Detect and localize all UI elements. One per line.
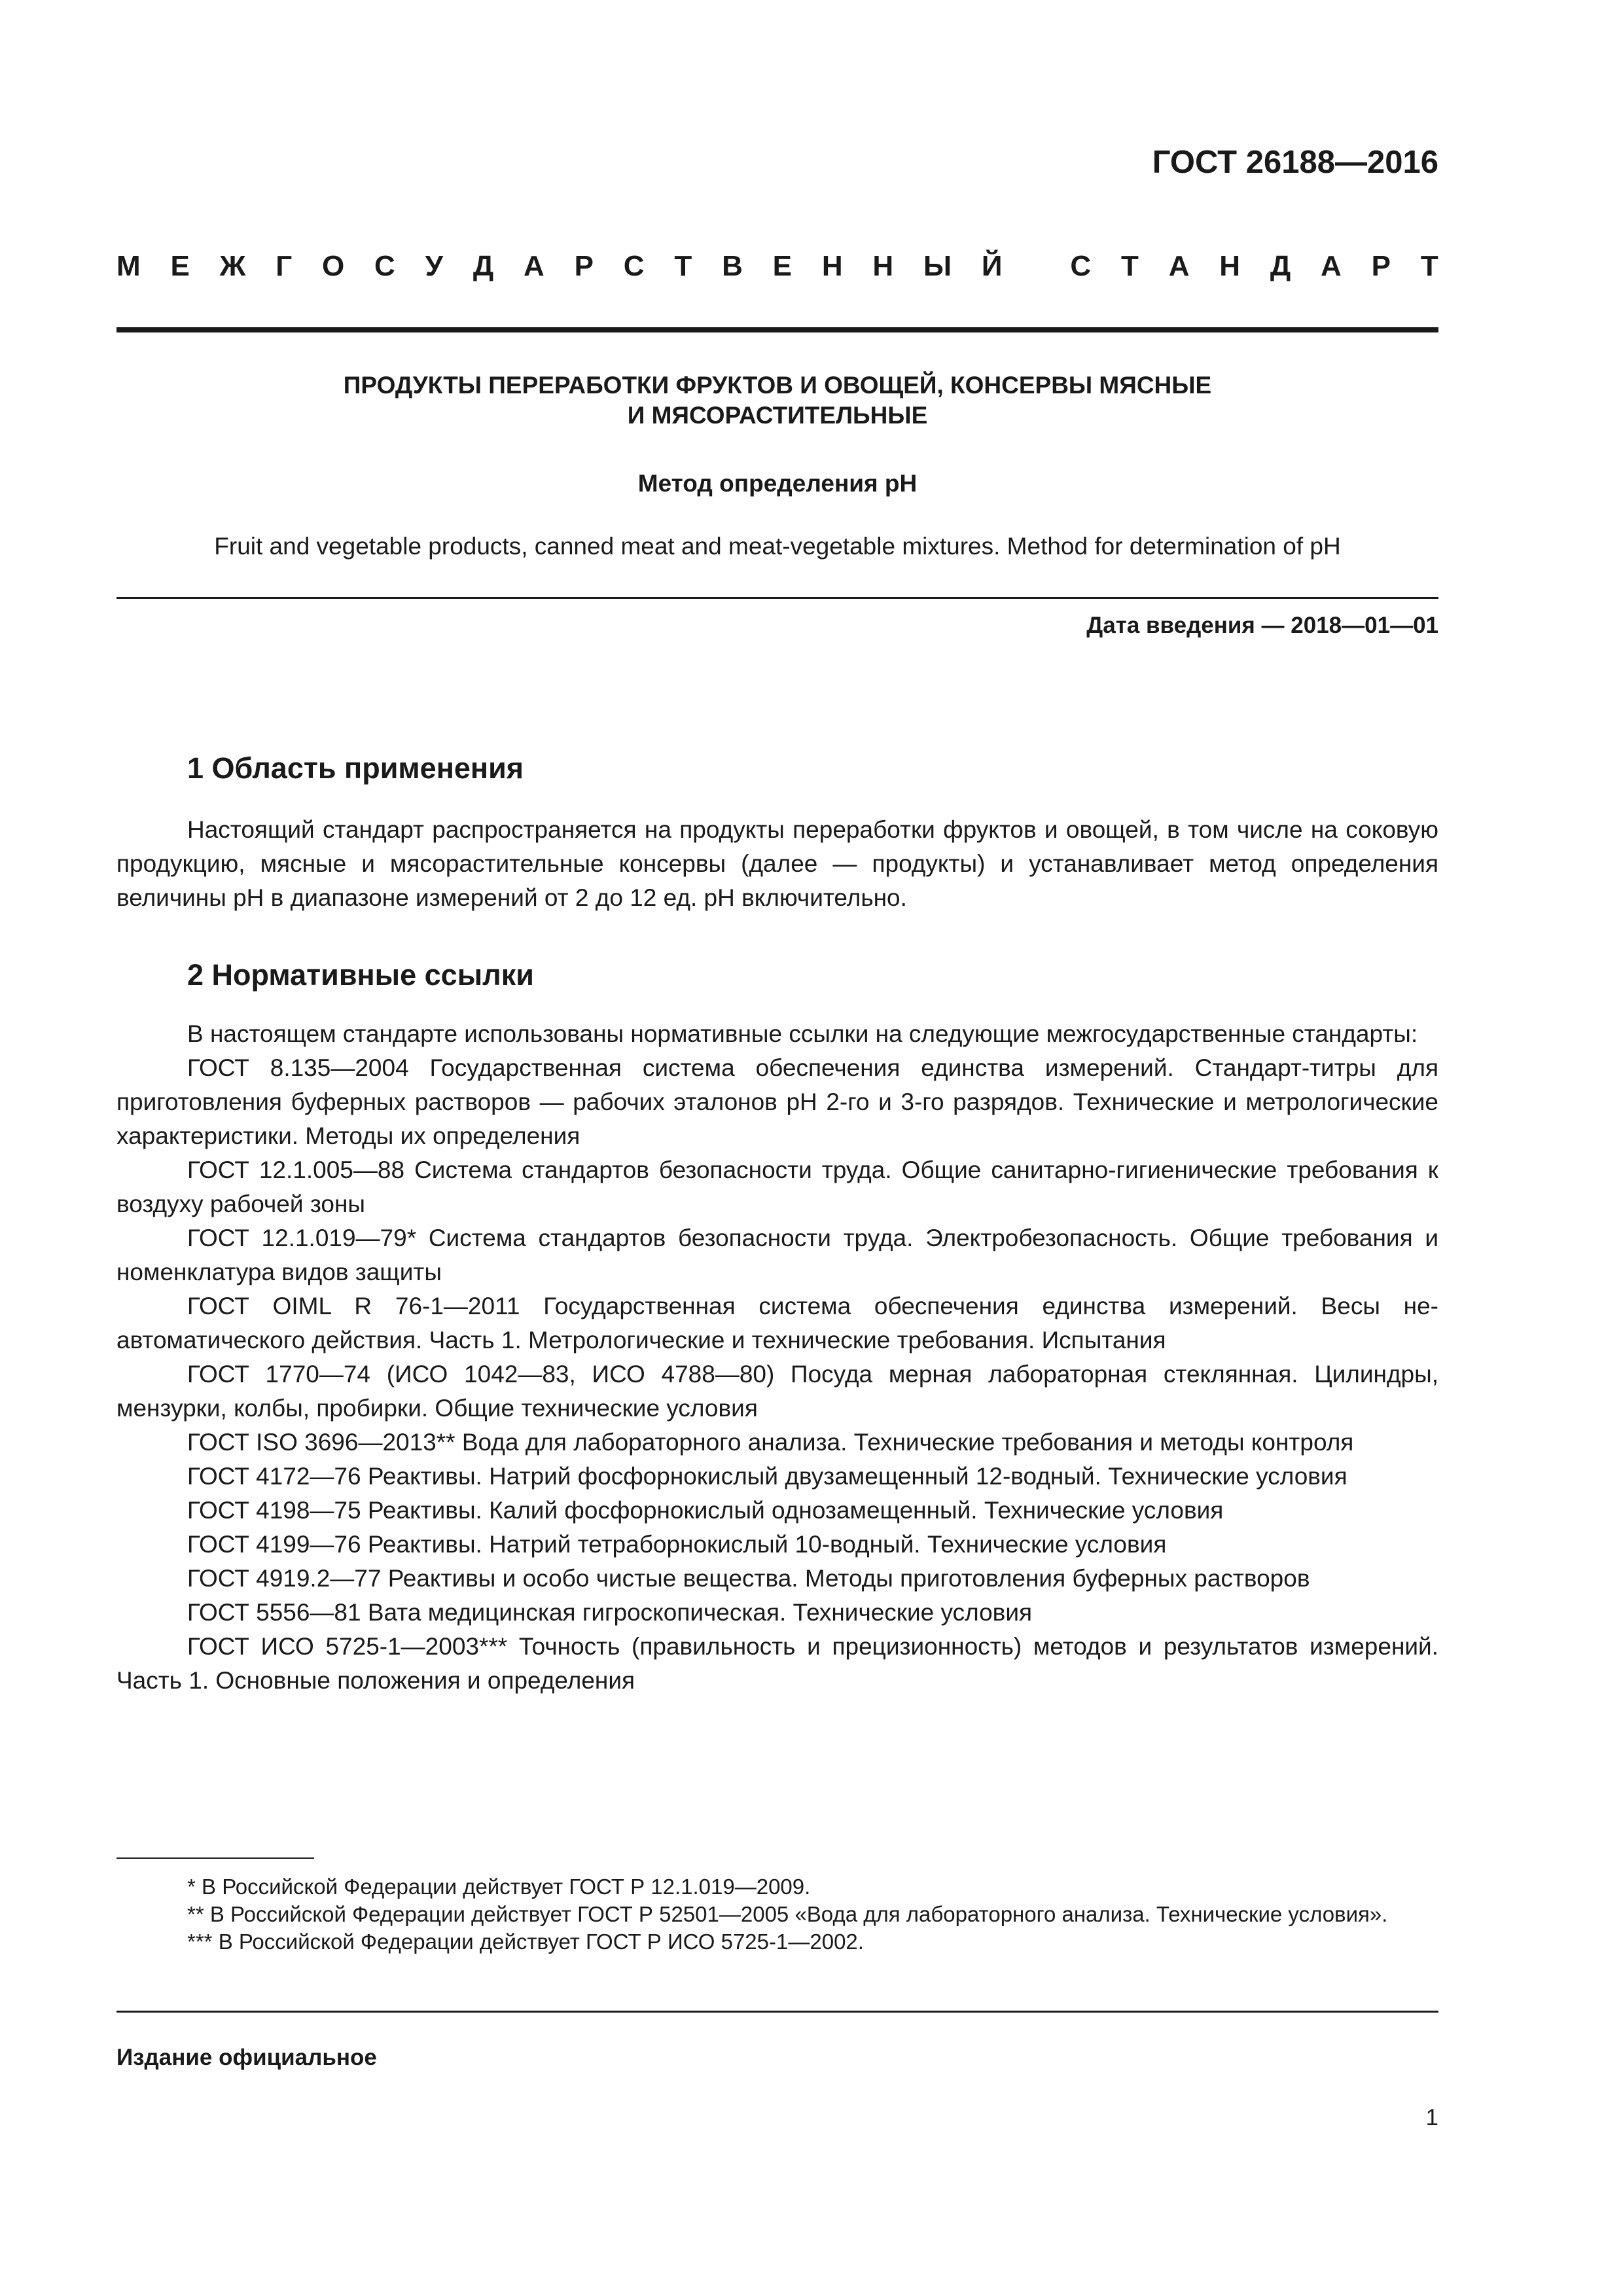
reference-item: ГОСТ 12.1.019—79* Система стандартов безопасности труда. Электробезопасность. Общие требования и номенклатура видов защиты — [116, 1225, 1438, 1285]
category-letter: Н — [1219, 250, 1241, 282]
paragraph: В настоящем стандарте использованы нормативные ссылки на следующие межгосударственные стандарты: — [187, 1020, 1418, 1047]
introduction-date: Дата введения — 2018—01—01 — [1086, 613, 1438, 638]
section-body — [116, 813, 1438, 915]
title-line: ПРОДУКТЫ ПЕРЕРАБОТКИ ФРУКТОВ И ОВОЩЕЙ, КОНСЕРВЫ МЯСНЫЕ — [343, 372, 1212, 399]
references-list — [116, 1017, 1438, 1698]
reference-item: ГОСТ ISO 3696—2013** Вода для лабораторного анализа. Технические требования и методы контроля — [187, 1429, 1354, 1456]
category-letter: Р — [1371, 250, 1391, 282]
category-gap — [1032, 250, 1040, 283]
document-subtitle: Метод определения pH — [637, 470, 918, 497]
footnote-divider — [116, 1857, 314, 1859]
category-letter: С — [374, 250, 395, 282]
category-letter: Н — [872, 250, 894, 282]
reference-item: ГОСТ 1770—74 (ИСО 1042—83, ИСО 4788—80) Посуда мерная лабораторная стеклянная. Цилиндры, мензурки, колбы, пробирки. Общие технические условия — [116, 1361, 1438, 1422]
reference-item: ГОСТ 8.135—2004 Государственная система обеспечения единства измерений. Стандарт-титры для приготовления буферных растворов — рабочих эталонов pH 2-го и 3-го разрядов. Технические и метрологические характеристики. Методы их определения — [116, 1054, 1438, 1149]
category-letter: Ы — [923, 250, 952, 282]
edition-label: Издание официальное — [116, 2045, 377, 2070]
footnote: ** В Российской Федерации действует ГОСТ Р 52501—2005 «Вода для лабораторного анализа. Технические условия». — [187, 1902, 1388, 1926]
category-letter: Й — [981, 250, 1003, 282]
footnote: *** В Российской Федерации действует ГОСТ Р ИСО 5725-1—2002. — [187, 1929, 864, 1954]
reference-item: ГОСТ 4199—76 Реактивы. Натрий тетраборнокислый 10-водный. Технические условия — [187, 1531, 1167, 1558]
reference-item: ГОСТ 4198—75 Реактивы. Калий фосфорнокислый однозамещенный. Технические условия — [187, 1497, 1224, 1524]
category-letter: С — [1070, 250, 1092, 282]
section-heading: 2 Нормативные ссылки — [187, 958, 534, 992]
footer-divider — [116, 2011, 1438, 2013]
category-letter: Т — [674, 250, 692, 282]
page-number: 1 — [1425, 2105, 1438, 2130]
reference-item: ГОСТ OIML R 76-1—2011 Государственная система обеспечения единства измерений. Весы неавтоматического действия. Часть 1. Метрологические и технические требования. Испытания — [116, 1293, 1438, 1354]
reference-item: ГОСТ 5556—81 Вата медицинская гигроскопическая. Технические условия — [187, 1599, 1033, 1626]
category-letter: Р — [574, 250, 594, 282]
category-letter: Ж — [219, 250, 246, 282]
category-letter: Е — [772, 250, 793, 282]
document-title — [116, 370, 1438, 431]
category-letter: А — [1168, 250, 1190, 282]
category-letter: С — [623, 250, 645, 282]
category-letter: М — [116, 250, 141, 282]
footnotes — [116, 1873, 1438, 1956]
category-letter: В — [722, 250, 743, 282]
section-heading: 1 Область применения — [187, 751, 524, 785]
category-letter: Т — [1420, 250, 1438, 282]
category-letter: А — [524, 250, 544, 282]
title-line: И МЯСОРАСТИТЕЛЬНЫЕ — [627, 402, 928, 429]
paragraph: Настоящий стандарт распространяется на продукты переработки фруктов и овощей, в том числе на соковую продукцию, мясные и мясорастительные консервы (далее — продукты) и устанавливает метод определения величины pH в диапазоне измерений от 2 до 12 ед. pH включительно. — [116, 816, 1438, 911]
standard-number: ГОСТ 26188—2016 — [1152, 145, 1438, 180]
category-letter: О — [322, 250, 345, 282]
reference-item: ГОСТ ИСО 5725-1—2003*** Точность (правильность и прецизионность) методов и результатов измерений. Часть 1. Основные положения и определения — [116, 1633, 1438, 1694]
standard-category — [116, 250, 1438, 283]
category-letter: Е — [170, 250, 190, 282]
reference-item: ГОСТ 4172—76 Реактивы. Натрий фосфорнокислый двузамещенный 12-водный. Технические условия — [187, 1463, 1347, 1490]
category-letter: Д — [473, 250, 494, 282]
category-letter: У — [425, 250, 444, 282]
english-title: Fruit and vegetable products, canned meat and meat-vegetable mixtures. Method for determination of pH — [214, 533, 1341, 560]
reference-item: ГОСТ 12.1.005—88 Система стандартов безопасности труда. Общие санитарно-гигиенические требования к воздуху рабочей зоны — [116, 1157, 1438, 1217]
footnote: * В Российской Федерации действует ГОСТ Р 12.1.019—2009. — [187, 1874, 811, 1899]
title-divider — [116, 597, 1438, 599]
category-letter: Н — [821, 250, 843, 282]
category-letter: Г — [276, 250, 293, 282]
category-letter: Т — [1120, 250, 1139, 282]
category-letter: Д — [1270, 250, 1291, 282]
category-letter: А — [1321, 250, 1342, 282]
reference-item: ГОСТ 4919.2—77 Реактивы и особо чистые вещества. Методы приготовления буферных растворов — [187, 1565, 1310, 1592]
header-divider — [116, 327, 1438, 332]
